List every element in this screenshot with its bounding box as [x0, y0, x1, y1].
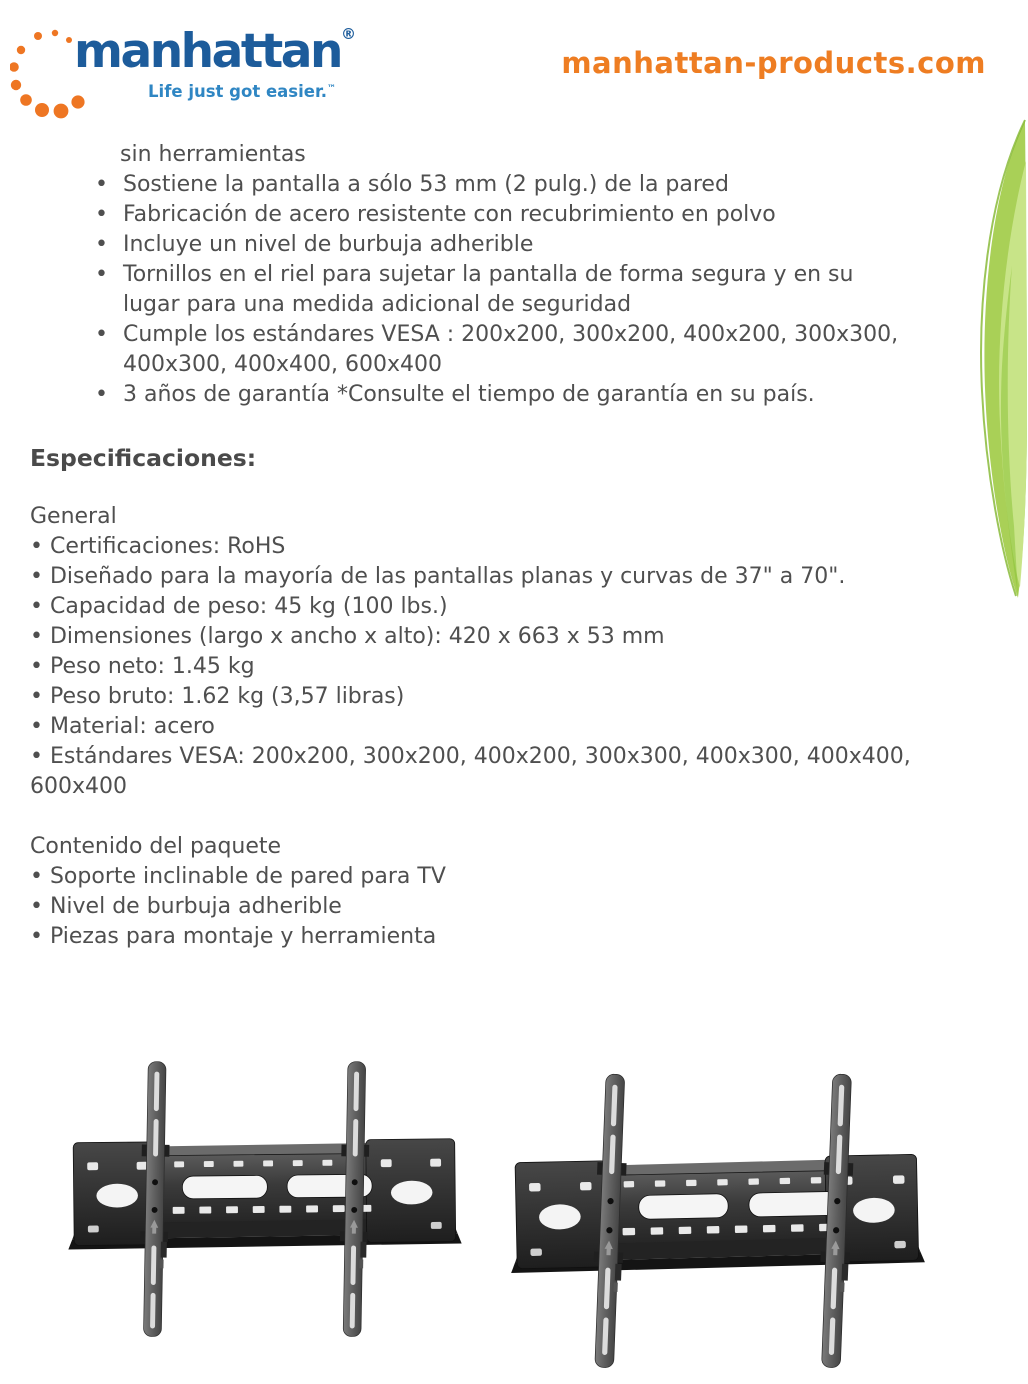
trademark-mark: ™ — [327, 84, 336, 94]
feature-item — [92, 230, 972, 260]
feature-item — [92, 380, 972, 410]
spec-line: • Dimensiones (largo x ancho x alto): 420 x 663 x 53 mm — [30, 624, 665, 649]
feature-continuation-line: sin herramientas — [120, 142, 306, 167]
tv-mount-angled-image — [492, 1068, 942, 1384]
feature-item — [92, 200, 972, 230]
spec-line: • Material: acero — [30, 714, 215, 739]
bullet: • — [95, 382, 108, 407]
feature-item — [92, 260, 972, 320]
feature-text: Tornillos en el riel para sujetar la pantalla de forma segura y en su — [123, 262, 854, 287]
specifications-heading: Especificaciones: — [30, 444, 257, 472]
feature-text: Sostiene la pantalla a sólo 53 mm (2 pulg.) de la pared — [123, 172, 729, 197]
manhattan-logo — [10, 22, 356, 122]
feature-item — [92, 170, 972, 200]
feature-text: 400x300, 400x400, 600x400 — [123, 352, 442, 377]
spec-section-title-general: General — [30, 504, 117, 529]
brand-text: manhattan — [74, 24, 341, 79]
bullet: • — [95, 202, 108, 227]
spec-line: • Diseñado para la mayoría de las pantallas planas y curvas de 37" a 70". — [30, 564, 846, 589]
feature-item — [92, 320, 972, 380]
spec-line: • Soporte inclinable de pared para TV — [30, 864, 446, 889]
spec-line: • Peso bruto: 1.62 kg (3,57 libras) — [30, 684, 405, 709]
site-url: manhattan-products.com — [561, 46, 986, 80]
brand-wordmark — [74, 24, 356, 79]
feature-text: lugar para una medida adicional de seguridad — [123, 292, 632, 317]
spec-line: • Piezas para montaje y herramienta — [30, 924, 437, 949]
tv-mount-angled-graphic — [492, 1068, 942, 1380]
registered-mark: ® — [340, 25, 356, 43]
feature-text: Incluye un nivel de burbuja adherible — [123, 232, 534, 257]
spec-line: • Estándares VESA: 200x200, 300x200, 400x200, 300x300, 400x300, 400x400, — [30, 744, 911, 769]
feature-text: 3 años de garantía *Consulte el tiempo de garantía en su país. — [123, 382, 815, 407]
specifications-section — [30, 502, 1010, 952]
spec-line: • Peso neto: 1.45 kg — [30, 654, 255, 679]
tv-mount-front-graphic — [52, 1048, 477, 1358]
bullet: • — [95, 322, 108, 347]
spec-line: • Certificaciones: RoHS — [30, 534, 286, 559]
tagline-text: Life just got easier. — [148, 82, 327, 101]
feature-list — [92, 140, 972, 410]
bullet: • — [95, 172, 108, 197]
spec-line: • Nivel de burbuja adherible — [30, 894, 342, 919]
spec-line: • Capacidad de peso: 45 kg (100 lbs.) — [30, 594, 448, 619]
tv-mount-front-image — [52, 1048, 477, 1362]
brand-tagline — [74, 82, 336, 101]
spec-line: 600x400 — [30, 774, 128, 799]
spacer-line — [30, 802, 1010, 832]
spec-section-title-contents: Contenido del paquete — [30, 834, 282, 859]
bullet: • — [95, 232, 108, 257]
bullet: • — [95, 262, 108, 287]
feature-text: Fabricación de acero resistente con recubrimiento en polvo — [123, 202, 776, 227]
feature-text: Cumple los estándares VESA : 200x200, 300x200, 400x200, 300x300, — [123, 322, 899, 347]
